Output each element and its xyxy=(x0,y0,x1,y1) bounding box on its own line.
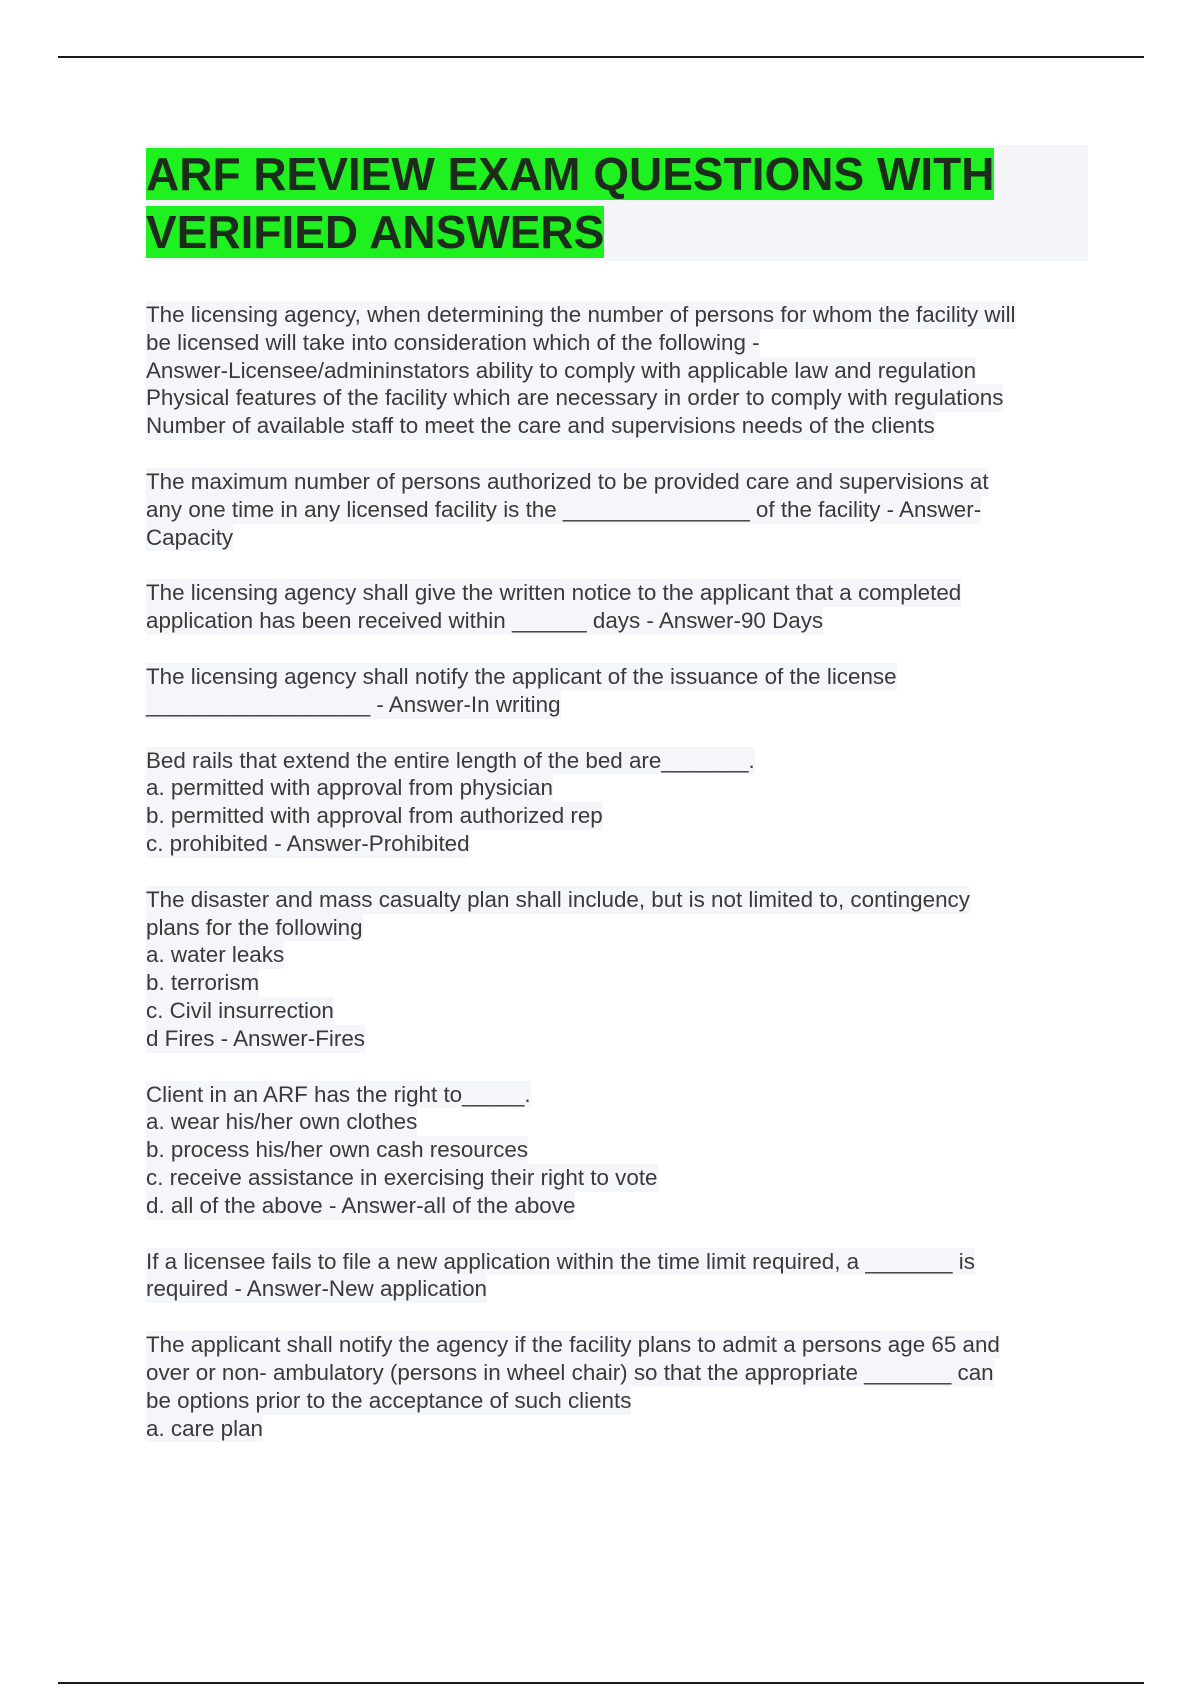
option-line: b. process his/her own cash resources xyxy=(146,1137,529,1163)
question-line: __________________ - Answer-In writing xyxy=(146,691,561,717)
option-line: a. permitted with approval from physician xyxy=(146,775,553,801)
option-line: b. terrorism xyxy=(146,970,260,996)
question-line: The licensing agency shall give the written notice to the applicant that a completed xyxy=(146,580,962,606)
answer-line: Number of available staff to meet the care and supervisions needs of the clients xyxy=(146,413,935,439)
question-line: plans for the following xyxy=(146,914,363,940)
bottom-rule xyxy=(58,1682,1144,1684)
question-item xyxy=(146,663,1088,719)
question-item xyxy=(146,468,1088,551)
question-line: The applicant shall notify the agency if the facility plans to admit a persons age 65 and xyxy=(146,1332,1000,1358)
document-title: ARF REVIEW EXAM QUESTIONS WITH VERIFIED ANSWERS xyxy=(146,148,995,258)
question-line: If a licensee fails to file a new application within the time limit required, a _______ is xyxy=(146,1248,975,1274)
question-item xyxy=(146,747,1088,858)
answer-line: Physical features of the facility which are necessary in order to comply with regulations xyxy=(146,385,1004,411)
answer-line: Answer-Licensee/admininstators ability to comply with applicable law and regulation xyxy=(146,357,977,383)
question-line: be licensed will take into consideration which of the following - xyxy=(146,329,760,355)
question-line: application has been received within ______ days - Answer-90 Days xyxy=(146,608,824,634)
top-rule xyxy=(58,56,1144,58)
option-line: b. permitted with approval from authorized rep xyxy=(146,803,603,829)
question-line: Bed rails that extend the entire length of the bed are_______. xyxy=(146,747,755,773)
question-item xyxy=(146,301,1088,440)
option-line: d Fires - Answer-Fires xyxy=(146,1025,365,1051)
option-line: a. care plan xyxy=(146,1415,264,1441)
title-block xyxy=(146,145,1088,261)
question-line: The licensing agency shall notify the applicant of the issuance of the license xyxy=(146,663,897,689)
answer-line: required - Answer-New application xyxy=(146,1276,487,1302)
option-line: c. receive assistance in exercising their right to vote xyxy=(146,1164,658,1190)
question-line: over or non- ambulatory (persons in wheel chair) so that the appropriate _______ can xyxy=(146,1359,994,1385)
question-line: be options prior to the acceptance of such clients xyxy=(146,1387,632,1413)
option-line: c. Civil insurrection xyxy=(146,997,334,1023)
question-line: any one time in any licensed facility is the _______________ of the facility - Answer- xyxy=(146,496,982,522)
question-line: The disaster and mass casualty plan shall include, but is not limited to, contingency xyxy=(146,886,970,912)
option-line: a. water leaks xyxy=(146,942,285,968)
question-line: The maximum number of persons authorized to be provided care and supervisions at xyxy=(146,468,989,494)
option-line: d. all of the above - Answer-all of the above xyxy=(146,1192,576,1218)
question-item xyxy=(146,579,1088,635)
question-line: Client in an ARF has the right to_____. xyxy=(146,1081,531,1107)
question-item xyxy=(146,1248,1088,1304)
question-item xyxy=(146,1331,1088,1442)
question-item xyxy=(146,886,1088,1053)
document-body xyxy=(146,145,1088,1470)
answer-line: Capacity xyxy=(146,524,234,550)
question-line: The licensing agency, when determining the number of persons for whom the facility will xyxy=(146,302,1016,327)
option-line: c. prohibited - Answer-Prohibited xyxy=(146,830,470,856)
question-item xyxy=(146,1081,1088,1220)
option-line: a. wear his/her own clothes xyxy=(146,1109,418,1135)
question-list xyxy=(146,301,1088,1442)
